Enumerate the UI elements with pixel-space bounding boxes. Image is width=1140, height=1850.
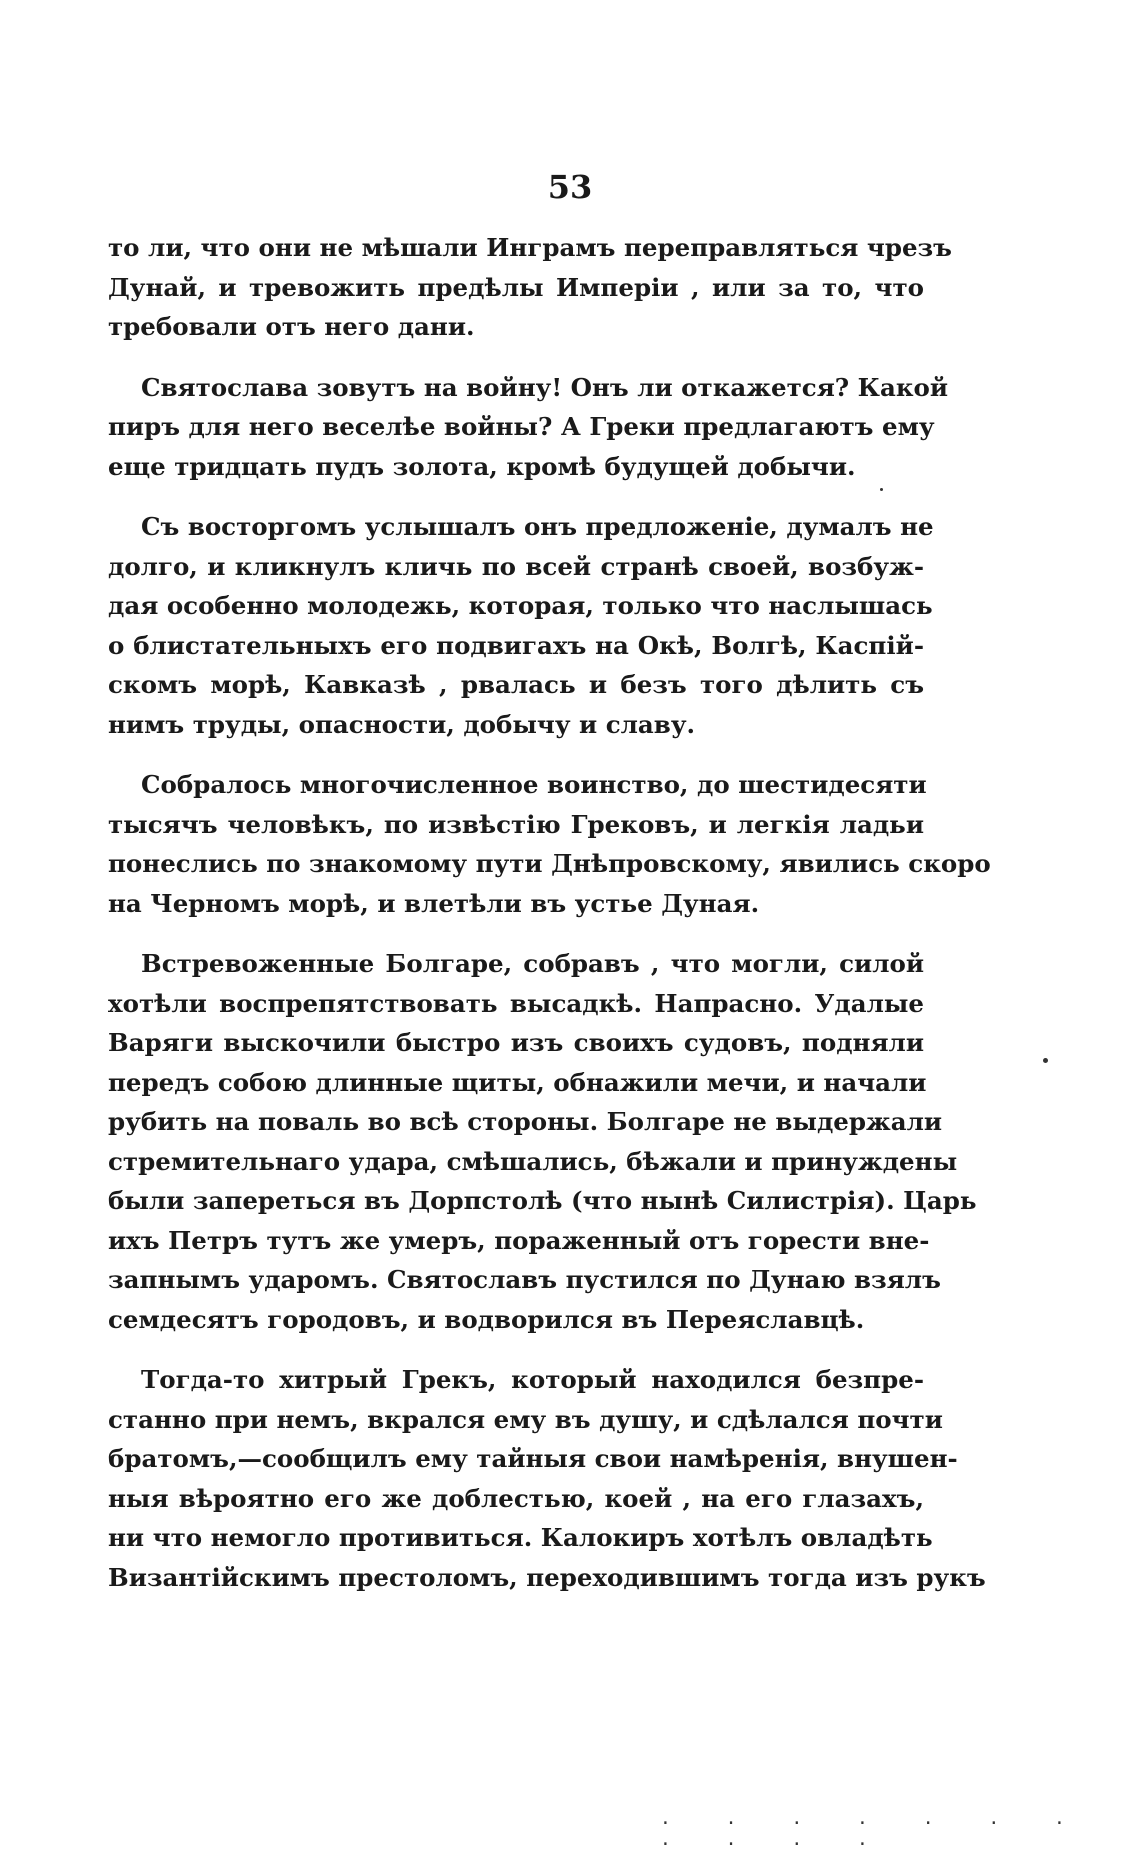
- paragraph-3: [108, 507, 934, 744]
- text-line: требовали отъ него дани.: [108, 312, 475, 341]
- text-line: ныя вѣроятно его же доблестью, коей , на его глазахъ,: [108, 1483, 924, 1513]
- text-line: рубить на поваль во всѣ стороны. Болгаре не выдержали: [108, 1107, 943, 1136]
- text-line: скомъ морѣ, Кавказѣ , рвалась и безъ того дѣлить съ: [108, 670, 924, 699]
- text-line: понеслись по знакомому пути Днѣпровскому, явились скоро: [108, 849, 991, 878]
- paragraph-5: [108, 944, 977, 1339]
- text-line: стремительнаго удара, смѣшались, бѣжали и принуждены: [108, 1146, 958, 1176]
- text-line: дая особенно молодежь, которая, только что наслышась: [108, 591, 933, 620]
- text-line: тысячъ человѣкъ, по извѣстію Грековъ, и легкія ладьи: [108, 809, 924, 839]
- paragraph-6: [108, 1360, 986, 1597]
- footer-dot-marks: . . . . . . . . . . .: [660, 1808, 1087, 1850]
- body-text: [108, 228, 991, 1618]
- text-line: нимъ труды, опасности, добычу и славу.: [108, 709, 696, 739]
- text-line: Съ восторгомъ услышалъ онъ предложеніе, думалъ не: [141, 512, 934, 541]
- text-line: братомъ,—сообщилъ ему тайныя свои намѣренія, внушен-: [108, 1444, 958, 1473]
- text-line: ихъ Петръ тутъ же умеръ, пораженный отъ горести вне-: [108, 1225, 930, 1255]
- text-line: то ли, что они не мѣшали Инграмъ переправляться чрезъ: [108, 233, 952, 262]
- text-line: Дунай, и тревожить предѣлы Имперіи , или за то, что: [108, 272, 924, 302]
- text-line: Собралось многочисленное воинство, до шестидесяти: [141, 770, 927, 799]
- text-line: Встревоженные Болгаре, собравъ , что могли, силой: [141, 949, 924, 978]
- text-line: передъ собою длинные щиты, обнажили мечи, и начали: [108, 1067, 927, 1097]
- text-line: были запереться въ Дорпстолѣ (что нынѣ Силистрія). Царь: [108, 1186, 977, 1215]
- text-line: станно при немъ, вкрался ему въ душу, и сдѣлался почти: [108, 1404, 943, 1434]
- paragraph-2: [108, 368, 949, 487]
- text-line: ни что немогло противиться. Калокиръ хотѣлъ овладѣть: [108, 1523, 933, 1552]
- text-line: Тогда-то хитрый Грекъ, который находился безпре-: [141, 1365, 924, 1394]
- text-line: пиръ для него веселѣе войны? А Греки предлагаютъ ему: [108, 412, 935, 441]
- text-line: Варяги выскочили быстро изъ своихъ судовъ, подняли: [108, 1028, 924, 1057]
- text-line: Святослава зовутъ на войну! Онъ ли откажется? Какой: [141, 372, 949, 402]
- text-line: семдесятъ городовъ, и водворился въ Переяславцѣ.: [108, 1304, 865, 1334]
- paragraph-4: [108, 765, 991, 923]
- text-line: о блистательныхъ его подвигахъ на Окѣ, Волгѣ, Каспій-: [108, 630, 924, 660]
- page-number: 53: [547, 168, 593, 206]
- text-line: долго, и кликнулъ кличь по всей странѣ своей, возбуж-: [108, 551, 924, 581]
- paragraph-1: [108, 228, 952, 347]
- text-line: запнымъ ударомъ. Святославъ пустился по Дунаю взялъ: [108, 1265, 941, 1294]
- text-line: хотѣли воспрепятствовать высадкѣ. Напрасно. Удалые: [108, 988, 924, 1018]
- ink-speck: [880, 488, 883, 491]
- text-line: еще тридцать пудъ золота, кромѣ будущей добычи.: [108, 451, 856, 481]
- ink-speck: [1043, 1058, 1048, 1063]
- text-line: Византійскимъ престоломъ, переходившимъ тогда изъ рукъ: [108, 1562, 986, 1592]
- text-line: на Черномъ морѣ, и влетѣли въ устье Дуная.: [108, 888, 760, 918]
